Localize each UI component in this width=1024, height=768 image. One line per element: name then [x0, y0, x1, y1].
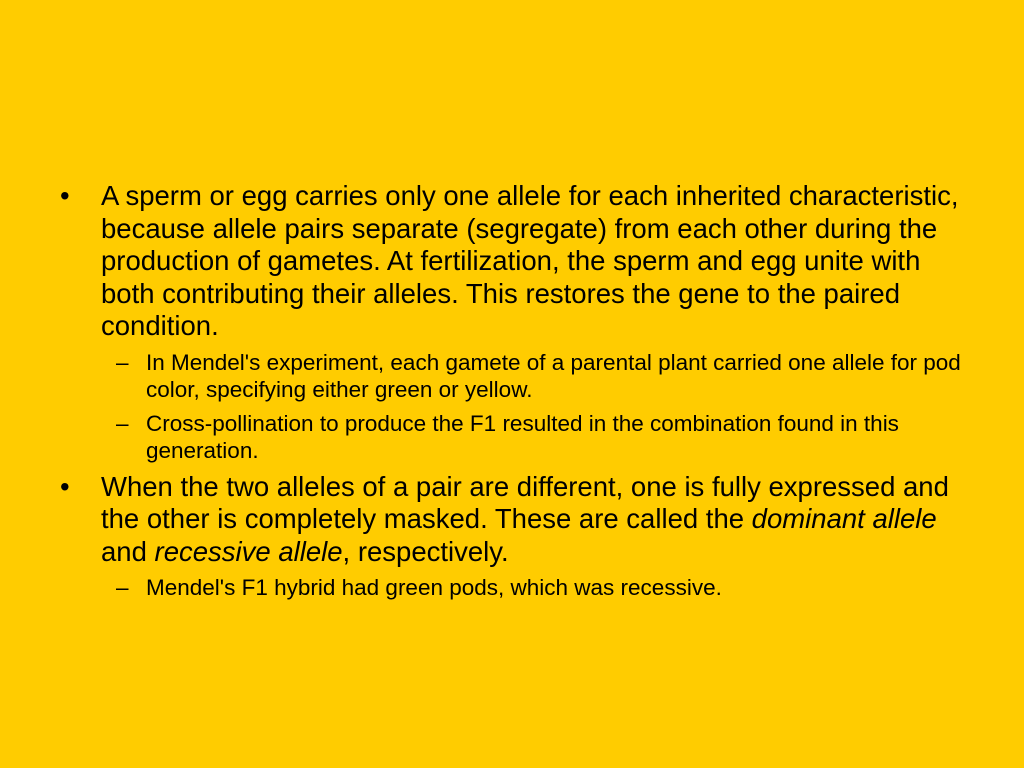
- sub-bullet-marker: –: [116, 349, 129, 375]
- bullet-text: [101, 471, 949, 567]
- bullet-text: A sperm or egg carries only one allele for each inherited characteristic, because allele pairs separate (segregate) from each other during the production of gametes. At fertilization, the sperm and egg unite with both contributing their alleles. This restores the gene to the paired condition.: [101, 180, 959, 341]
- sub-bullet-text: Mendel's F1 hybrid had green pods, which was recessive.: [146, 575, 722, 600]
- sub-bullet-marker: –: [116, 410, 129, 436]
- sub-bullet-item: [58, 410, 978, 464]
- bullet-item: [58, 180, 978, 343]
- term-dominant-allele: dominant allele: [751, 503, 937, 534]
- term-recessive-allele: recessive allele: [154, 535, 343, 567]
- sub-bullet-item: [58, 349, 978, 403]
- bullet-text-part: and: [101, 535, 155, 567]
- sub-bullet-text: Cross-pollination to produce the F1 resulted in the combination found in this generation.: [146, 410, 899, 463]
- sub-bullet-list: [58, 349, 978, 464]
- bullet-marker: •: [60, 180, 70, 211]
- bullet-item: [58, 471, 978, 569]
- sub-bullet-text: In Mendel's experiment, each gamete of a parental plant carried one allele for pod color, specifying either green or yellow.: [146, 349, 961, 402]
- bullet-marker: •: [60, 470, 70, 502]
- sub-bullet-marker: –: [116, 575, 129, 600]
- sub-bullet-list: [58, 574, 978, 601]
- slide-content: [58, 180, 978, 608]
- bullet-text-part: , respectively.: [342, 535, 509, 567]
- sub-bullet-item: [58, 574, 978, 601]
- bullet-text-part: When the two alleles of a pair are different, one is fully expressed and the other is completely masked. These are called the: [101, 470, 949, 534]
